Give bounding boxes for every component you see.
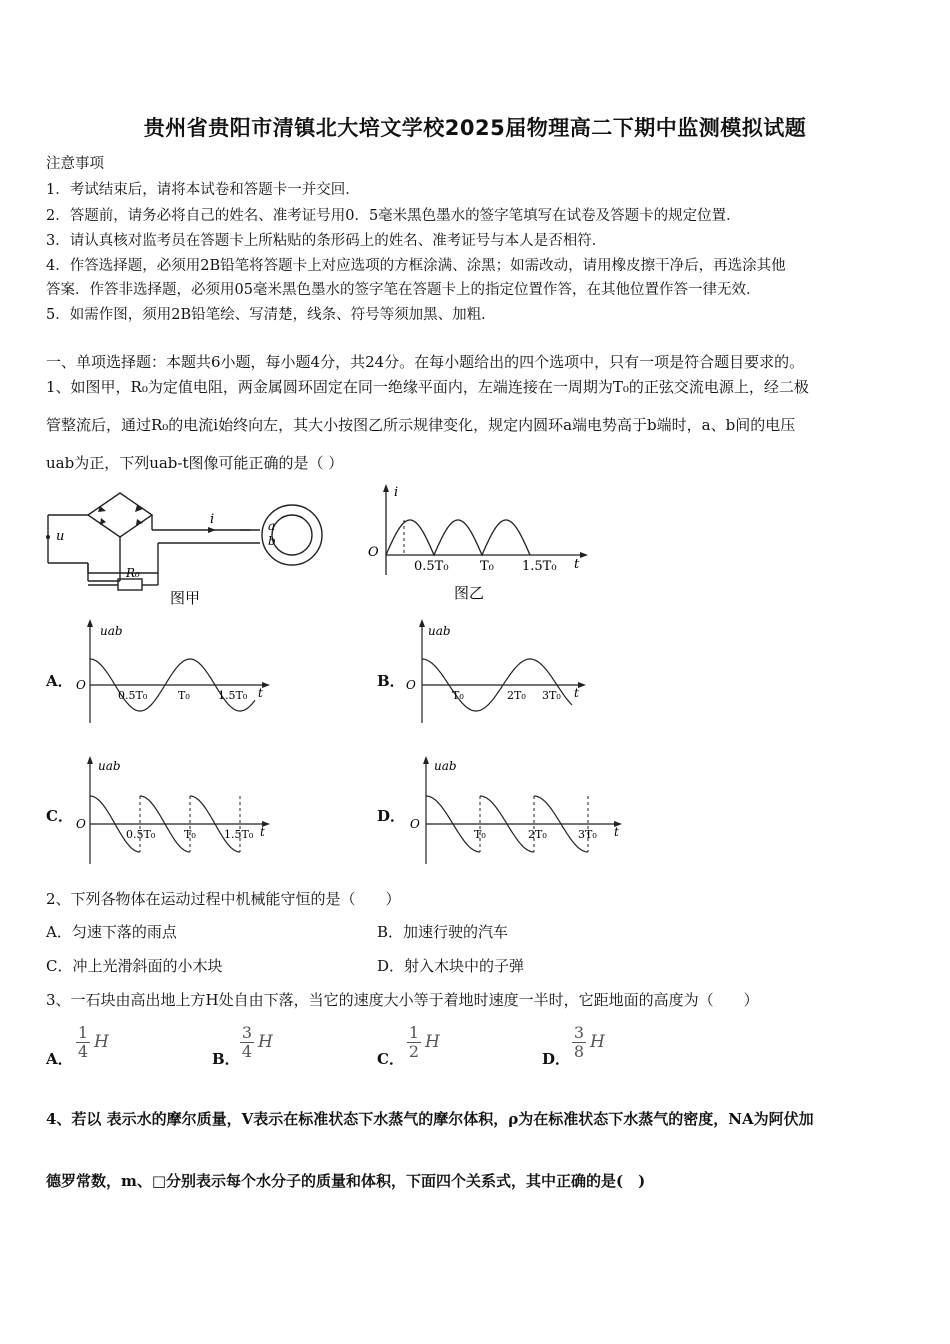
section-heading: 一、单项选择题：本题共6小题，每小题4分，共24分。在每小题给出的四个选项中，只有一项是符合题目要求的。: [46, 353, 805, 371]
axis-label-t: t: [574, 557, 580, 572]
option-d-graph[interactable]: [402, 752, 632, 867]
tick-label: 1.5T₀: [522, 559, 557, 574]
svg-text:1.5T₀: 1.5T₀: [218, 689, 248, 702]
q3-option-b-label[interactable]: B．: [212, 1050, 240, 1068]
notice-item: 2．答题前，请务必将自己的姓名、准考证号用0．5毫米黑色墨水的签字笔填写在试卷及答题卡的规定位置．: [46, 208, 741, 224]
q3-stem: 3、一石块由高出地上方H处自由下落，当它的速度大小等于着地时速度一半时，它距地面的高度为（ ）: [46, 991, 759, 1009]
q2-stem: 2、下列各物体在运动过程中机械能守恒的是（ ）: [46, 890, 401, 908]
notice-heading: 注意事项: [46, 156, 104, 172]
svg-text:O: O: [76, 678, 86, 692]
q2-option-b[interactable]: B．加速行驶的汽车: [377, 923, 509, 941]
svg-text:T₀: T₀: [474, 828, 486, 841]
label-i: i: [210, 512, 215, 527]
q2-option-d[interactable]: D．射入木块中的子弹: [377, 957, 525, 975]
svg-text:uab: uab: [100, 624, 123, 638]
notice-item: 4．作答选择题，必须用2B铅笔将答题卡上对应选项的方框涂满、涂黑；如需改动，请用橡皮擦干净后，再选涂其他: [46, 258, 786, 274]
option-c-graph[interactable]: [70, 752, 280, 867]
svg-text:T₀: T₀: [452, 689, 464, 702]
label-b: b: [268, 534, 276, 548]
svg-text:t: t: [258, 686, 263, 700]
q1-option-a-label[interactable]: A．: [46, 672, 73, 690]
origin-label: O: [368, 545, 379, 560]
notice-item: 5．如需作图，须用2B铅笔绘、写清楚，线条、符号等须加黑、加粗．: [46, 307, 496, 323]
notice-item: 3．请认真核对监考员在答题卡上所粘贴的条形码上的姓名、准考证号与本人是否相符．: [46, 233, 607, 249]
q4-stem-line1: 4、若以 表示水的摩尔质量，V表示在标准状态下水蒸气的摩尔体积，ρ为在标准状态下水蒸气的密度，NA为阿伏加: [46, 1110, 814, 1128]
notice-item: 答案．作答非选择题，必须用05毫米黑色墨水的签字笔在答题卡上的指定位置作答，在其他位置作答一律无效．: [46, 282, 761, 298]
svg-text:3T₀: 3T₀: [542, 689, 561, 702]
tick-label: T₀: [480, 559, 494, 574]
svg-text:0.5T₀: 0.5T₀: [118, 689, 148, 702]
label-r0: R₀: [126, 566, 140, 580]
rectified-current-curve: [386, 520, 530, 555]
figure-caption-jia: 图甲: [170, 589, 201, 607]
svg-text:O: O: [76, 817, 86, 831]
q3-option-b-fraction[interactable]: 3 4 H: [241, 1023, 273, 1061]
svg-text:uab: uab: [98, 759, 121, 773]
svg-text:O: O: [410, 817, 420, 831]
q1-stem-line1: 1、如图甲，R₀为定值电阻，两金属圆环固定在同一绝缘平面内，左端连接在一周期为T₀的正弦交流电源上，经二极: [46, 378, 809, 396]
label-a: a: [268, 519, 276, 533]
svg-text:0.5T₀: 0.5T₀: [126, 828, 156, 841]
q3-option-a-label[interactable]: A．: [46, 1050, 73, 1068]
figure-caption-yi: 图乙: [454, 584, 485, 602]
option-a-graph[interactable]: [70, 615, 280, 725]
svg-text:uab: uab: [428, 624, 451, 638]
svg-text:uab: uab: [434, 759, 457, 773]
svg-text:1.5T₀: 1.5T₀: [224, 828, 254, 841]
svg-text:t: t: [574, 686, 579, 700]
option-b-graph[interactable]: [402, 615, 612, 725]
notice-item: 1．考试结束后，请将本试卷和答题卡一并交回．: [46, 182, 360, 198]
svg-text:t: t: [260, 825, 265, 839]
svg-text:T₀: T₀: [184, 828, 196, 841]
tick-label: 0.5T₀: [414, 559, 449, 574]
svg-text:2T₀: 2T₀: [507, 689, 526, 702]
q4-stem-line2: 德罗常数，m、□分别表示每个水分子的质量和体积，下面四个关系式，其中正确的是( ): [46, 1172, 646, 1190]
q3-option-d-fraction[interactable]: 3 8 H: [573, 1023, 605, 1061]
q1-stem-line2: 管整流后，通过R₀的电流i始终向左，其大小按图乙所示规律变化，规定内圆环a端电势高于b端时，a、b间的电压: [46, 416, 796, 434]
q3-option-d-label[interactable]: D．: [542, 1050, 571, 1068]
q3-option-c-fraction[interactable]: 1 2 H: [408, 1023, 440, 1061]
svg-text:3T₀: 3T₀: [578, 828, 597, 841]
q1-option-d-label[interactable]: D．: [377, 807, 406, 825]
q1-option-b-label[interactable]: B．: [377, 672, 405, 690]
label-u: u: [56, 529, 65, 544]
svg-text:2T₀: 2T₀: [528, 828, 547, 841]
figure-current-graph: [362, 480, 602, 605]
figure-circuit: [40, 485, 340, 610]
axis-label-i: i: [394, 485, 399, 500]
svg-text:t: t: [614, 825, 619, 839]
q3-option-a-fraction[interactable]: 1 4 H: [77, 1023, 109, 1061]
q2-option-a[interactable]: A．匀速下落的雨点: [46, 923, 177, 941]
q2-option-c[interactable]: C．冲上光滑斜面的小木块: [46, 957, 223, 975]
svg-text:T₀: T₀: [178, 689, 190, 702]
q1-stem-line3: uab为正，下列uab-t图像可能正确的是（ ）: [46, 454, 344, 472]
q3-option-c-label[interactable]: C．: [377, 1050, 404, 1068]
q1-option-c-label[interactable]: C．: [46, 807, 73, 825]
svg-text:O: O: [406, 678, 416, 692]
page-title: 贵州省贵阳市清镇北大培文学校2025届物理高二下期中监测模拟试题: [143, 116, 807, 140]
